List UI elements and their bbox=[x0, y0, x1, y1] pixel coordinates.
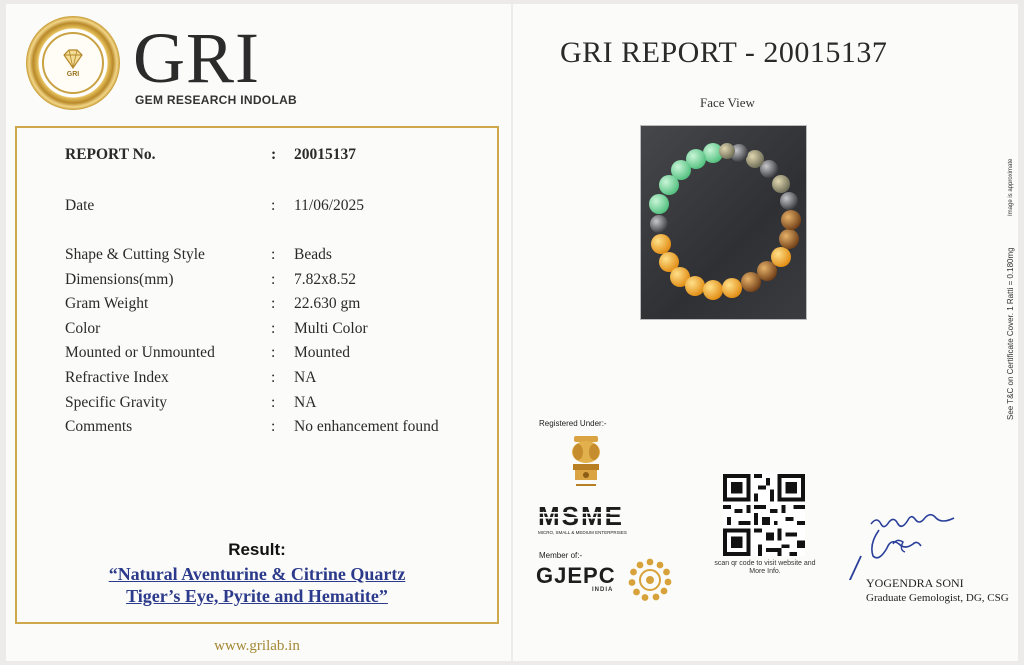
national-emblem-icon bbox=[566, 432, 606, 496]
result-line-2: Tiger’s Eye, Pyrite and Hematite” bbox=[126, 586, 388, 606]
website-link[interactable]: www.grilab.in bbox=[214, 638, 300, 654]
row-value: 22.630 gm bbox=[294, 295, 361, 312]
qr-caption: scan qr code to visit website and More Info. bbox=[714, 560, 816, 575]
gjepc-emblem-icon bbox=[627, 557, 673, 603]
member-of-label: Member of:- bbox=[539, 551, 583, 560]
brand-subtitle: GEM RESEARCH INDOLAB bbox=[135, 93, 298, 107]
bracelet-image bbox=[641, 126, 806, 319]
row-value: NA bbox=[294, 394, 317, 411]
row-label: Shape & Cutting Style bbox=[65, 246, 205, 263]
gjepc-india-text: INDIA bbox=[592, 587, 614, 593]
row-value: Multi Color bbox=[294, 320, 368, 337]
row-value: Mounted bbox=[294, 344, 350, 361]
row-value: No enhancement found bbox=[294, 418, 439, 435]
beads bbox=[649, 143, 801, 300]
row-value: NA bbox=[294, 369, 317, 386]
registered-under-label: Registered Under:- bbox=[539, 419, 607, 428]
row-value: 11/06/2025 bbox=[294, 197, 365, 214]
row-value: 20015137 bbox=[294, 146, 356, 163]
row-label: Dimensions(mm) bbox=[65, 271, 174, 288]
bracelet-photo bbox=[640, 125, 807, 320]
diamond-icon bbox=[60, 48, 86, 70]
fold-line bbox=[511, 4, 513, 661]
signature-image bbox=[843, 500, 973, 580]
row-label: REPORT No. bbox=[65, 146, 156, 163]
gri-seal-logo bbox=[26, 16, 120, 110]
result-line-1: “Natural Aventurine & Citrine Quartz bbox=[108, 564, 406, 584]
qr-code[interactable] bbox=[723, 474, 805, 556]
result-label: Result: bbox=[228, 540, 286, 559]
row-label: Comments bbox=[65, 418, 133, 435]
msme-subtitle: MICRO, SMALL & MEDIUM ENTERPRISES bbox=[538, 530, 627, 535]
face-view-label: Face View bbox=[700, 95, 755, 110]
row-label: Refractive Index bbox=[65, 369, 169, 386]
signatory-title: Graduate Gemologist, DG, CSG bbox=[866, 592, 1009, 604]
row-label: Specific Gravity bbox=[65, 394, 168, 411]
row-value: Beads bbox=[294, 246, 332, 263]
row-label: Color bbox=[65, 320, 101, 337]
seal-label: GRI bbox=[66, 71, 80, 78]
row-label: Date bbox=[65, 197, 95, 214]
signatory-name: YOGENDRA SONI bbox=[866, 576, 964, 590]
report-title: GRI REPORT - 20015137 bbox=[560, 36, 888, 69]
gjepc-logo-text: GJEPC bbox=[536, 563, 616, 588]
brand-logo: GRI bbox=[133, 18, 260, 98]
row-label: Mounted or Unmounted bbox=[65, 344, 215, 361]
row-label: Gram Weight bbox=[65, 295, 149, 312]
row-value: 7.82x8.52 bbox=[294, 271, 356, 288]
